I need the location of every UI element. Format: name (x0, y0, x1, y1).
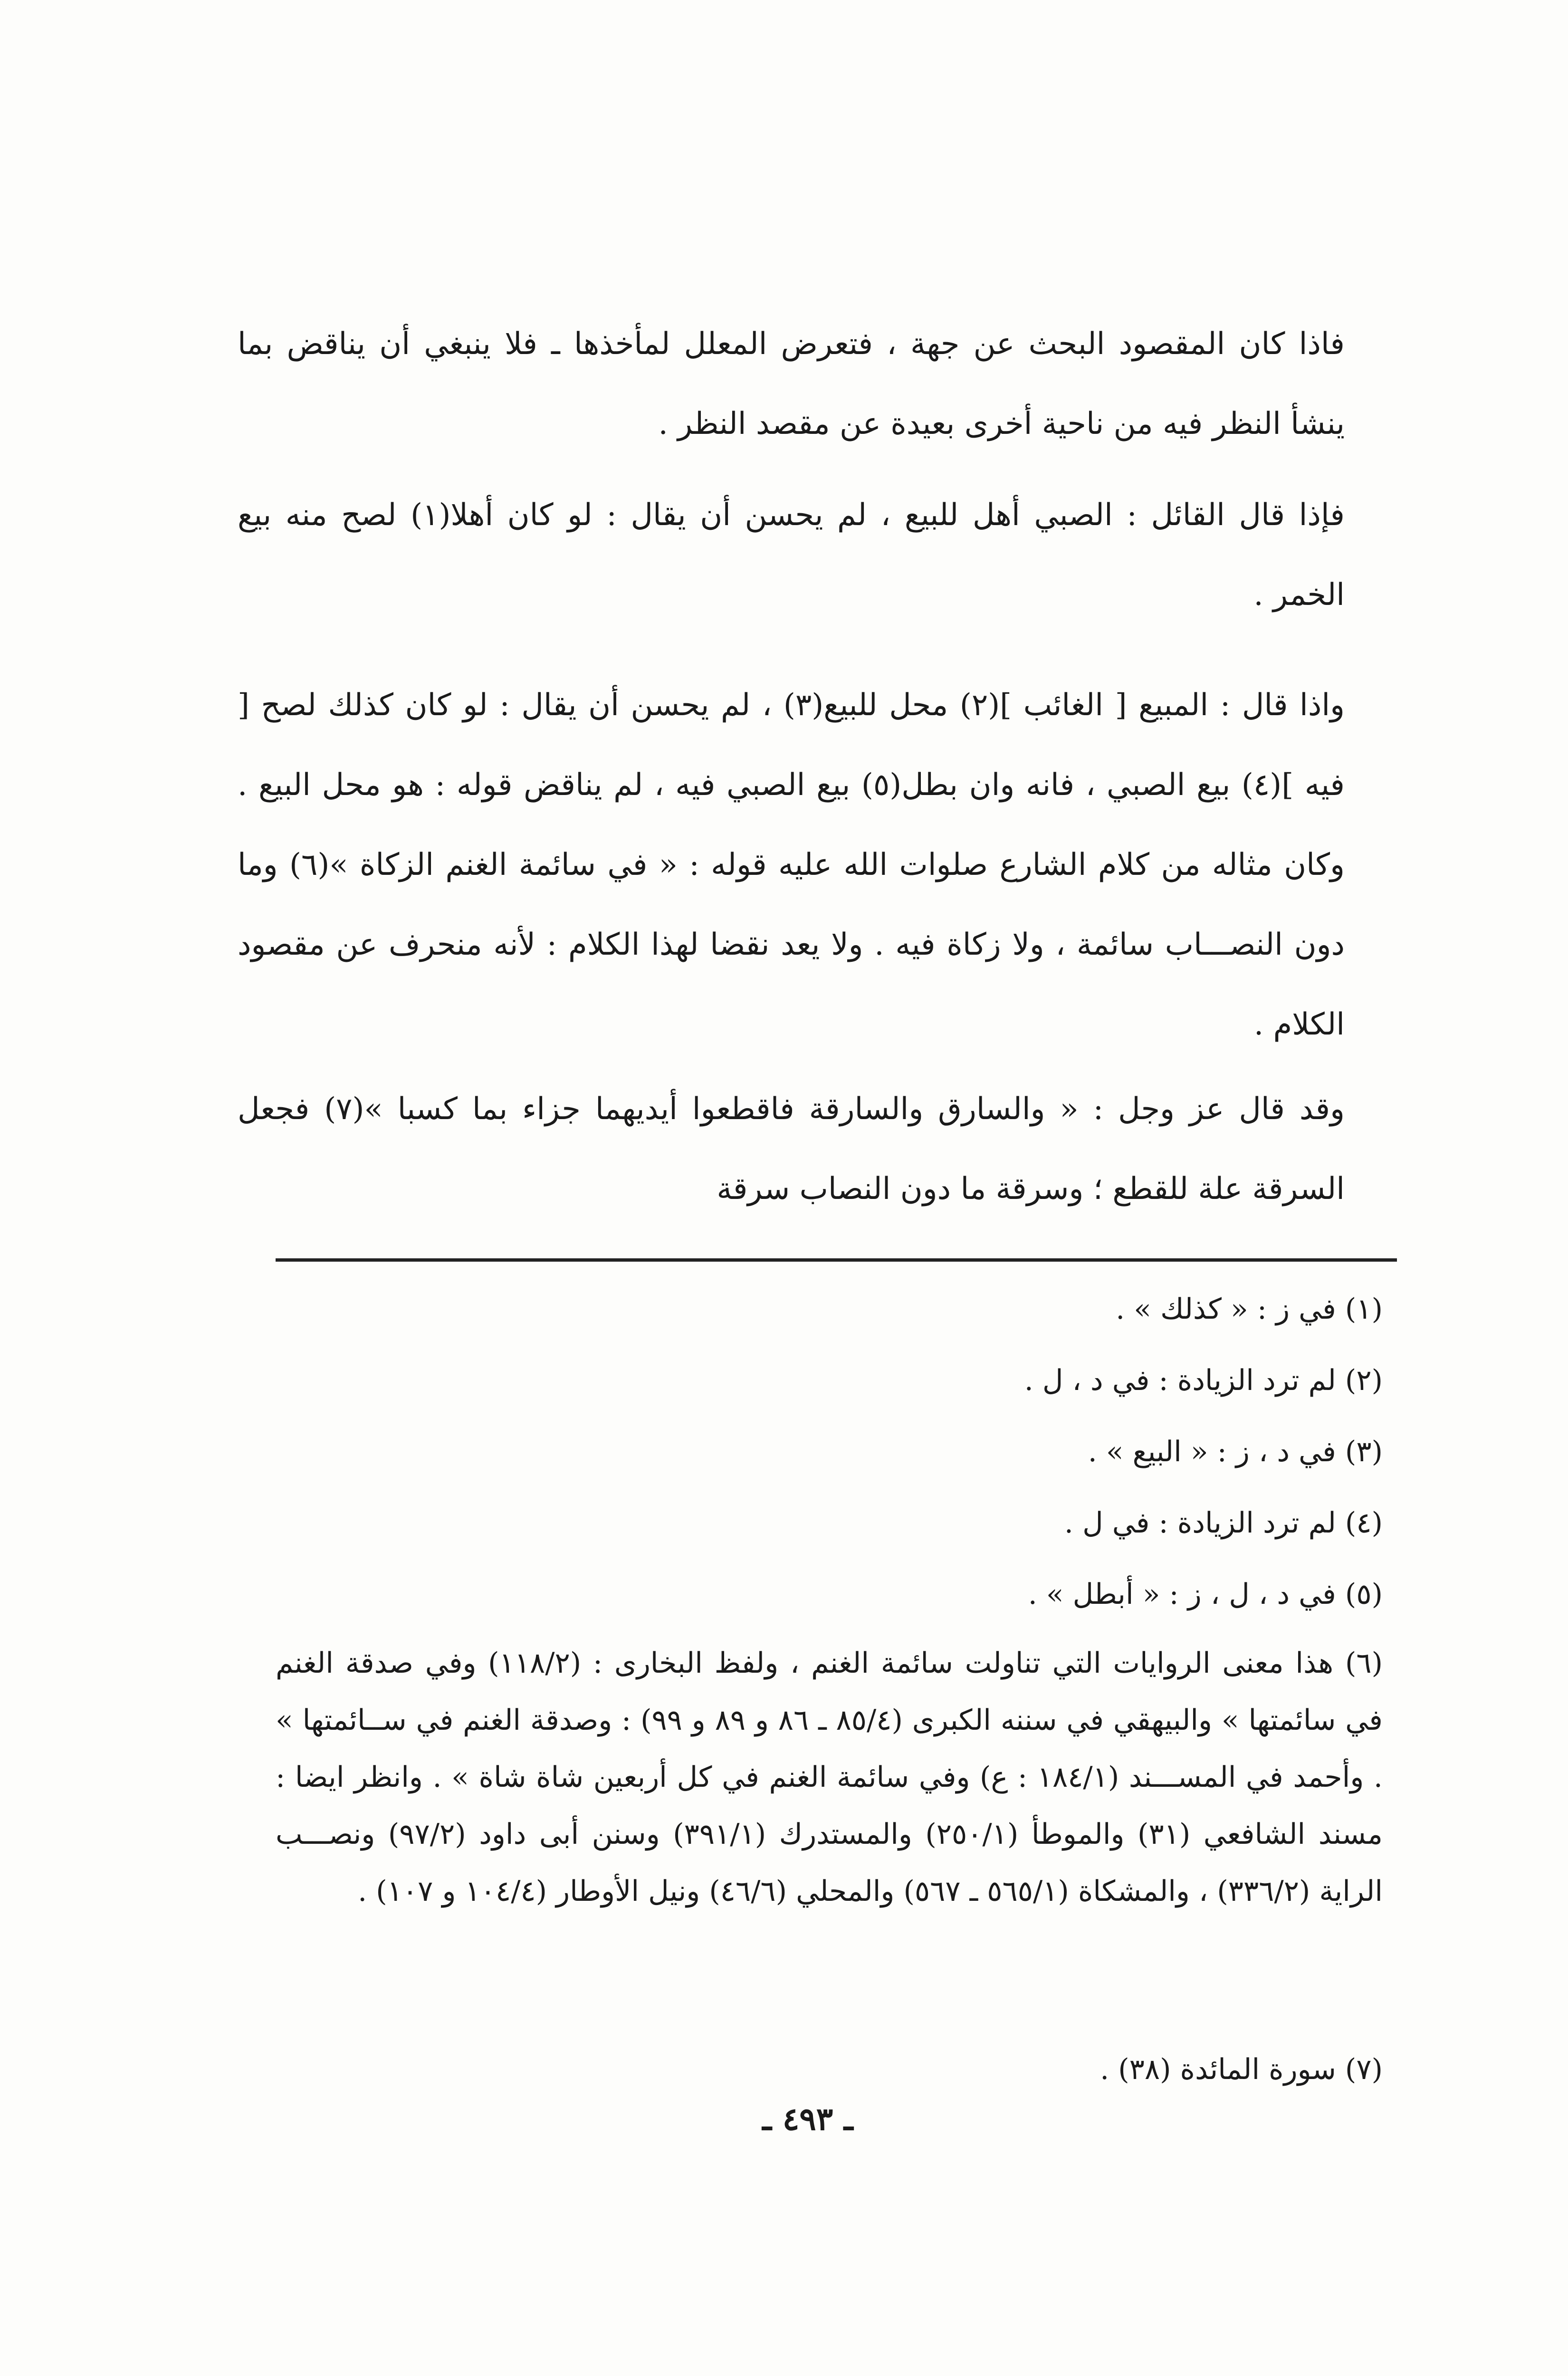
footnote-6: (٦) هذا معنى الروايات التي تناولت سائمة الغنم ، ولفظ البخارى : (١١٨/٢) وفي صدقة الغنم في سائمتها » والبيهقي في سننه الكبرى (٨٥/٤ ـ ٨٦ و ٨٩ و ٩٩) : وصدقة الغنم في ســائمتها » . وأحمد في المســـند (١٨٤/١ : ع) وفي سائمة الغنم في كل أربعين شاة شاة » . وانظر ايضا : مسند الشافعي (٣١) والموطأ (٢٥٠/١) والمستدرك (٣٩١/١) وسنن أبى داود (٩٧/٢) ونصـــب الراية (٣٣٦/٢) ، والمشكاة (٥٦٥/١ ـ ٥٦٧) والمحلي (٤٦/٦) ونيل الأوطار (١٠٤/٤ و ١٠٧) . (276, 1647, 1383, 1908)
footnote-3: (٣) في د ، ز : « البيع » . (1088, 1435, 1383, 1468)
footnote-7: (٧) سورة المائدة (٣٨) . (1100, 2053, 1383, 2086)
footnote-divider (276, 1258, 1397, 1262)
paragraph-2: فإذا قال القائل : الصبي أهل للبيع ، لم يحسن أن يقال : لو كان أهلا(١) لصح منه بيع الخمر . (238, 498, 1345, 613)
paragraph-3: واذا قال : المبيع [ الغائب ](٢) محل للبيع(٣) ، لم يحسن أن يقال : لو كان كذلك لصح [ فيه ](٤) بيع الصبي ، فانه وان بطل(٥) بيع الصبي فيه ، لم يناقض قوله : هو محل البيع . وكان مثاله من كلام الشارع صلوات الله عليه قوله : « في سائمة الغنم الزكاة »(٦) وما دون النصـــاب سائمة ، ولا زكاة فيه . ولا يعد نقضا لهذا الكلام : لأنه منحرف عن مقصود الكلام . (238, 688, 1345, 1042)
footnote-4: (٤) لم ترد الزيادة : في ل . (1064, 1506, 1383, 1540)
footnote-5: (٥) في د ، ل ، ز : « أبطل » . (1028, 1578, 1383, 1611)
footnote-1: (١) في ز : « كذلك » . (1116, 1293, 1383, 1326)
page-number: ـ ٤٩٣ ـ (762, 2100, 853, 2137)
footnote-2: (٢) لم ترد الزيادة : في د ، ل . (1024, 1364, 1383, 1397)
paragraph-4: وقد قال عز وجل : « والسارق والسارقة فاقطعوا أيديهما جزاء بما كسبا »(٧) فجعل السرقة علة للقطع ؛ وسرقة ما دون النصاب سرقة (238, 1092, 1345, 1207)
paragraph-1: فاذا كان المقصود البحث عن جهة ، فتعرض المعلل لمأخذها ـ فلا ينبغي أن يناقض بما ينشأ النظر فيه من ناحية أخرى بعيدة عن مقصد النظر . (238, 326, 1345, 441)
